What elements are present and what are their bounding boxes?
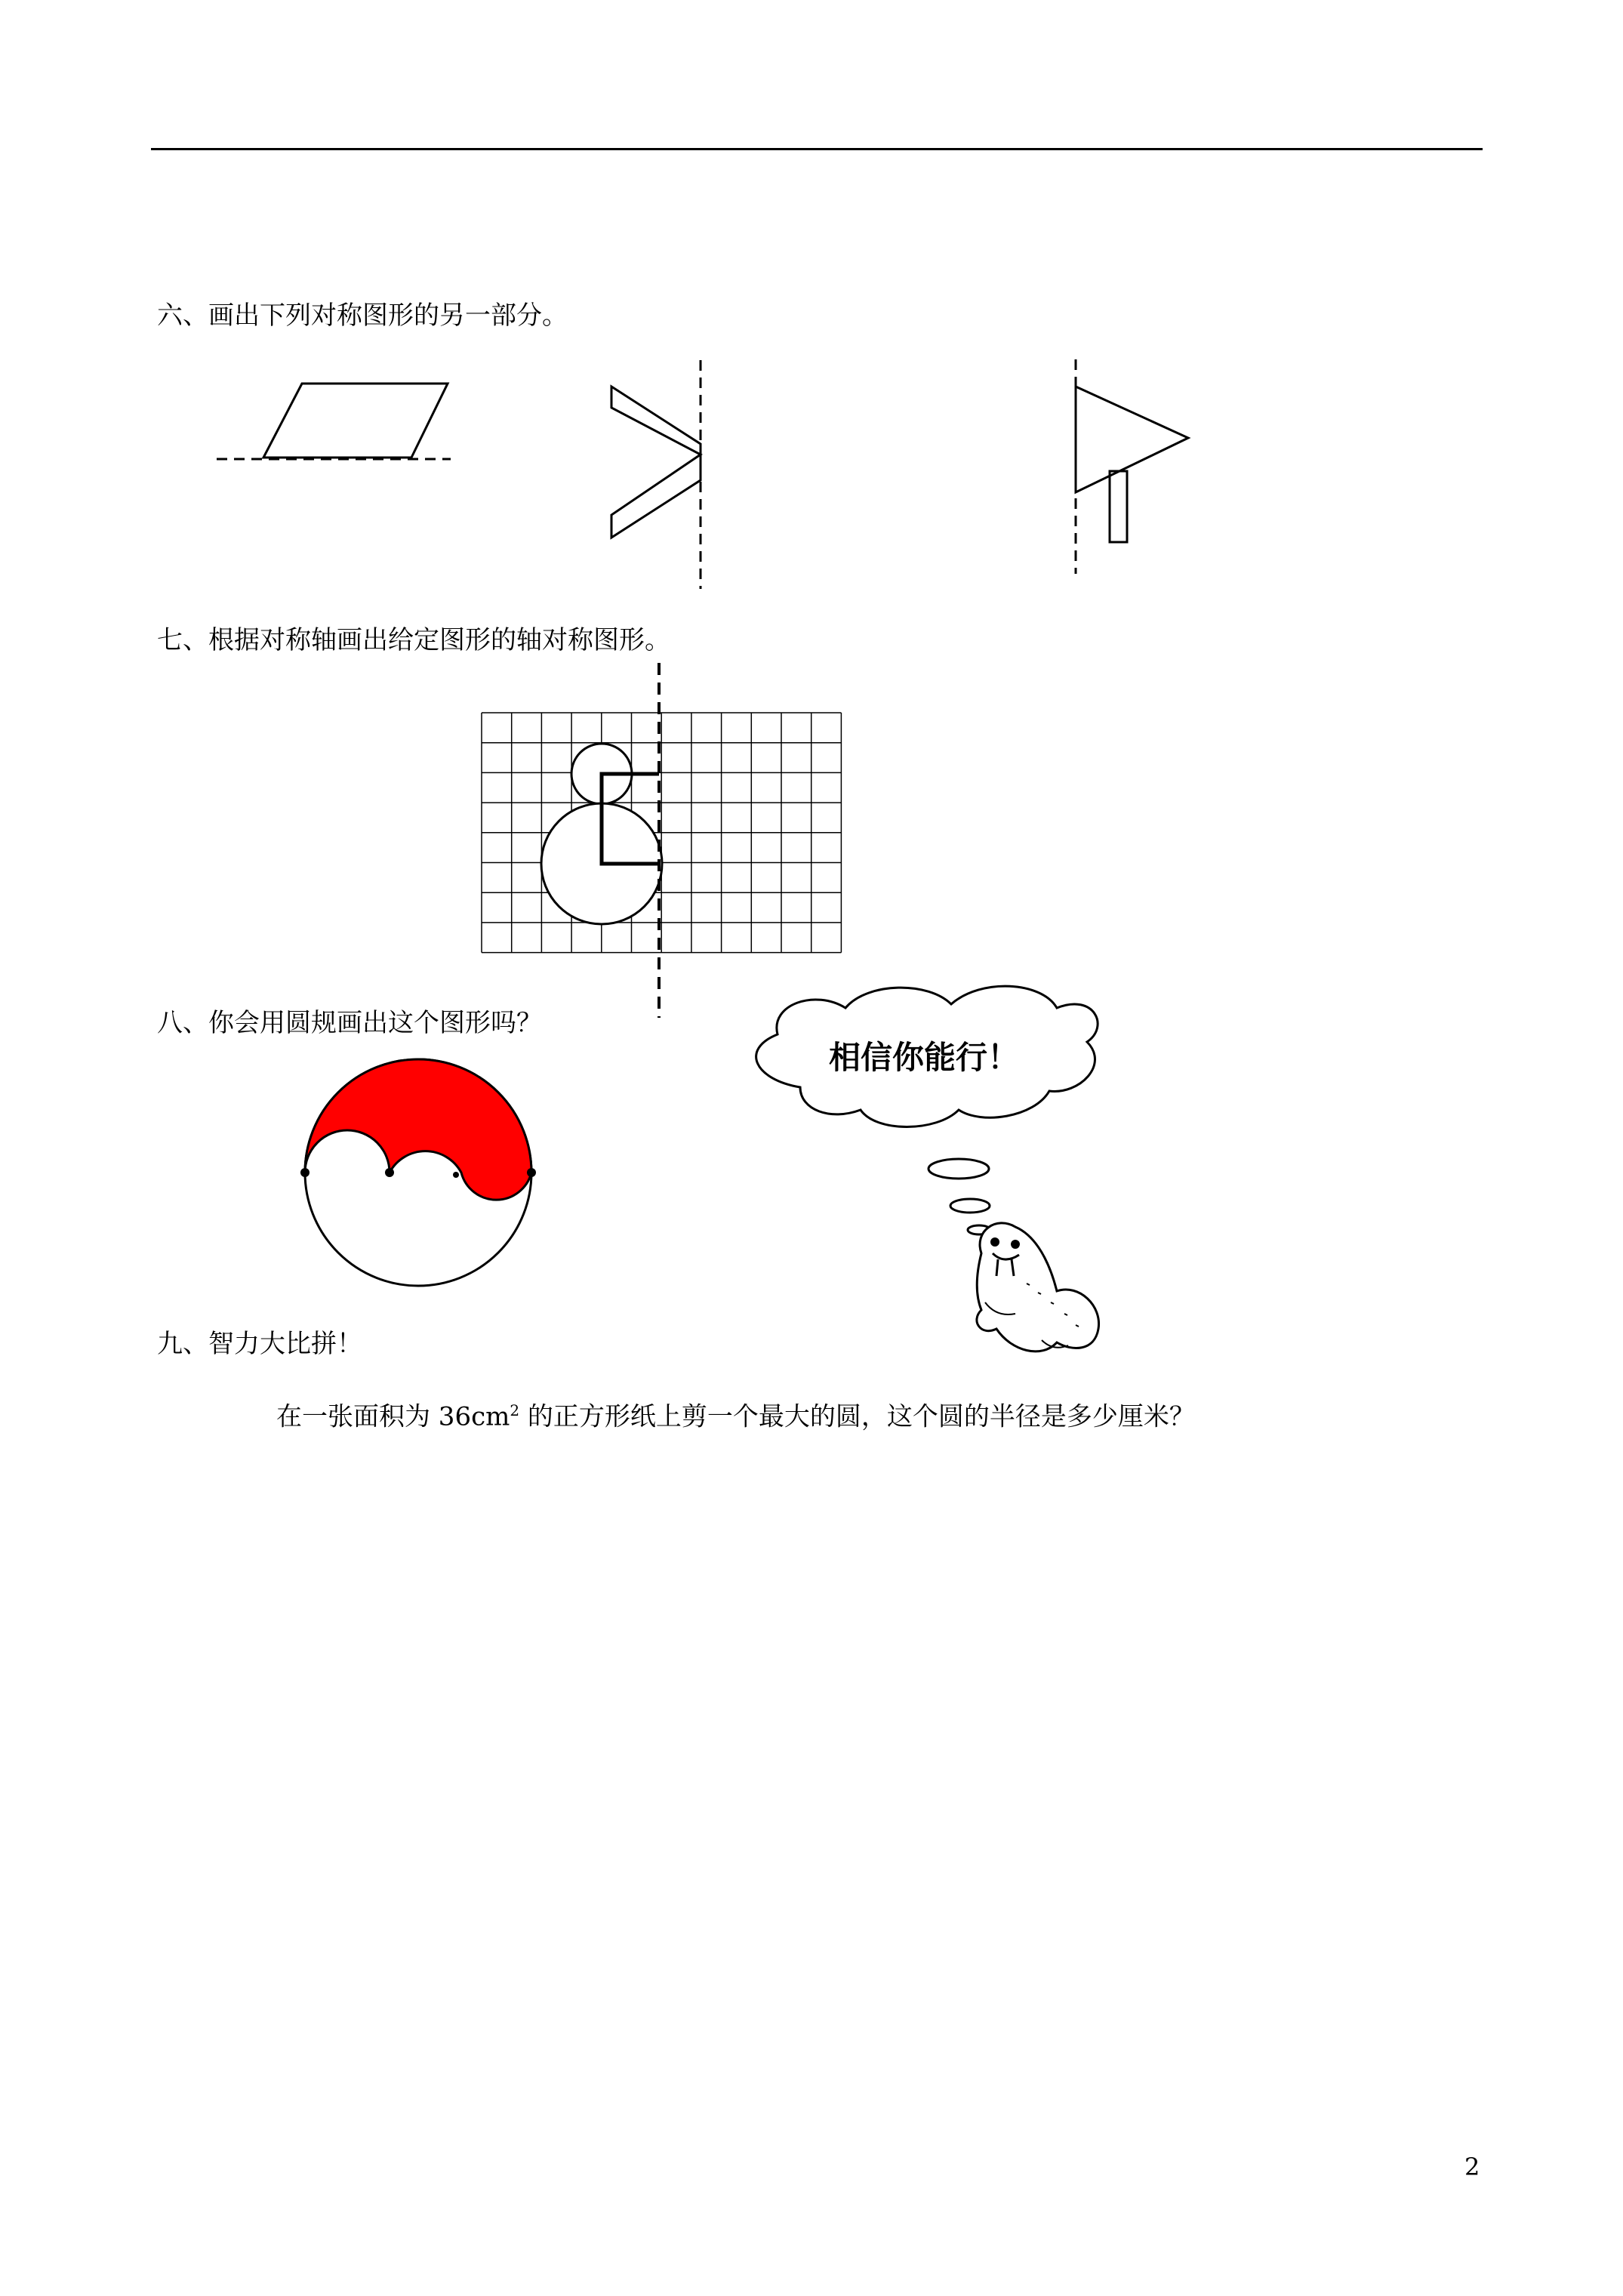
problem-superscript: 2 xyxy=(510,1401,520,1419)
page-number: 2 xyxy=(1464,2153,1480,2181)
section-nine-problem xyxy=(276,1395,1195,1432)
section-seven-heading: 七、根据对称轴画出给定图形的轴对称图形。 xyxy=(157,625,670,655)
section-eight-heading: 八、你会用圆规画出这个图形吗？ xyxy=(157,1008,542,1038)
section-six-heading: 六、画出下列对称图形的另一部分。 xyxy=(157,300,568,331)
bubble-text: 相信你能行！ xyxy=(829,1039,1020,1076)
section-nine-heading: 九、智力大比拼！ xyxy=(157,1329,362,1359)
problem-text-after: 的正方形纸上剪一个最大的圆，这个圆的半径是多少厘米？ xyxy=(519,1401,1195,1432)
problem-text-before: 在一张面积为 36cm xyxy=(276,1401,510,1432)
